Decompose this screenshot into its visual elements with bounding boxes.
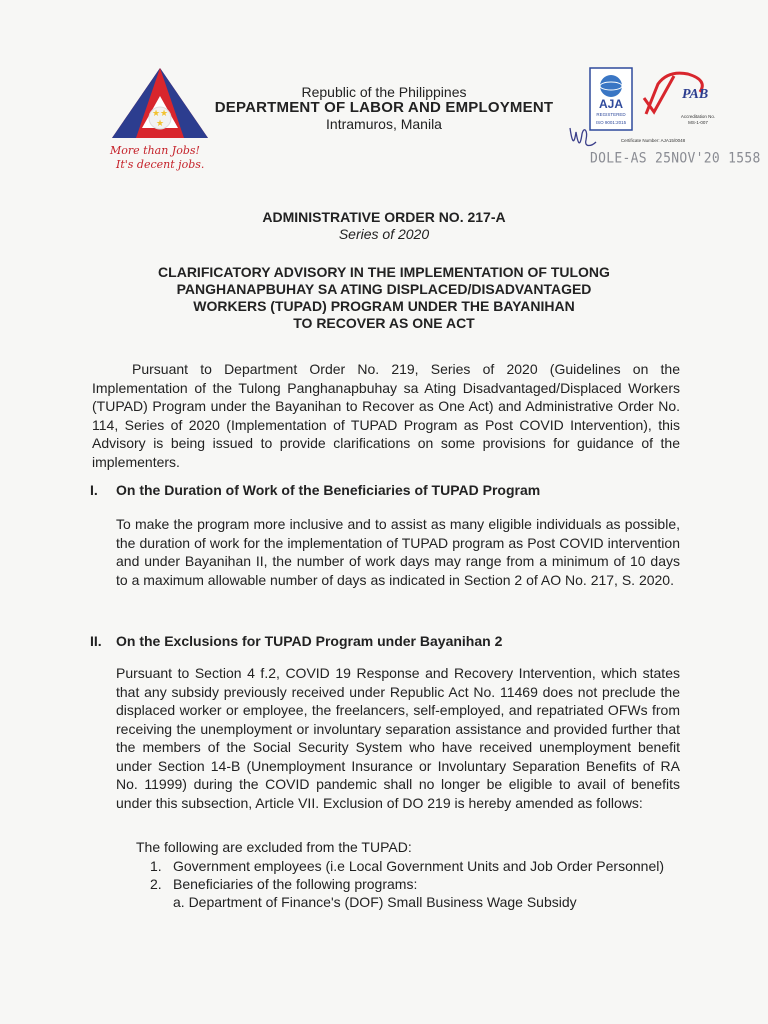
advisory-title <box>0 264 768 332</box>
list-item-text: Beneficiaries of the following programs: <box>173 876 418 892</box>
svg-text:★: ★ <box>152 108 161 118</box>
section-1-body: To make the program more inclusive and to assist as many eligible individuals as possible, the duration of work for the implementation of TUPAD program as Post COVID intervention and under Bayanihan II, the number of work days may range from a minimum of 10 days to a maximum allowable number of days as indicated in Section 2 of AO No. 217, S. 2020. <box>116 516 680 588</box>
slogan-line2: It's decent jobs. <box>116 158 205 171</box>
advisory-title-line: PANGHANAPBUHAY SA ATING DISPLACED/DISADVANTAGED <box>176 281 592 297</box>
certification-badges <box>588 66 718 146</box>
department-location: Intramuros, Manila <box>326 116 442 132</box>
exclusion-list <box>150 857 690 911</box>
receiving-stamp: DOLE-AS 25NOV'20 1558 <box>590 150 761 167</box>
intro-paragraph: Pursuant to Department Order No. 219, Series of 2020 (Guidelines on the Implementation of the Tulong Panghanapbuhay sa Ating Disadvantaged/Displaced Workers (TUPAD) Program under the Bayanihan to Recover as One Act) and Administrative Order No. 114, Series of 2020 (Implementation of TUPAD Program as Post COVID Intervention), this Advisory is being issued to provide clarifications on some provisions for guidance of the implementers. <box>92 361 680 470</box>
aja-sub: REGISTERED <box>596 112 626 117</box>
section-1-title: On the Duration of Work of the Beneficiaries of TUPAD Program <box>116 482 541 498</box>
section-2-heading <box>90 633 502 649</box>
advisory-title-line: WORKERS (TUPAD) PROGRAM UNDER THE BAYANIHAN <box>193 298 575 314</box>
section-1-numeral: I. <box>90 482 98 498</box>
advisory-title-line: TO RECOVER AS ONE ACT <box>293 315 475 331</box>
section-2-body: Pursuant to Section 4 f.2, COVID 19 Response and Recovery Intervention, which states that any subsidy previously received under Republic Act No. 11469 does not preclude the displaced worker or employee, the freelancers, self-employed, and repatriated OFWs from receiving the unemployment or involuntary separation assistance and provided further that the members of the Social Security System who have received unemployment benefit under Section 14-B (Unemployment Insurance or Involuntary Separation Benefits of RA No. 11999) during the COVID pandemic shall no longer be eligible to avail of benefits under this subsection, Article VII. Exclusion of DO 219 is hereby amended as follows: <box>116 665 680 811</box>
aja-standard: ISO 9001:2015 <box>595 120 627 125</box>
department-name: DEPARTMENT OF LABOR AND EMPLOYMENT <box>214 99 554 116</box>
list-item <box>150 857 690 875</box>
handwritten-initials <box>566 122 600 154</box>
country-name: Republic of the Philippines <box>301 84 467 100</box>
exclusion-list-intro: The following are excluded from the TUPAD: <box>136 839 412 855</box>
order-series: Series of 2020 <box>338 226 430 242</box>
section-1-heading <box>90 482 540 498</box>
section-2-numeral: II. <box>90 633 102 649</box>
list-item-number: 2. <box>150 876 162 892</box>
svg-text:★: ★ <box>156 118 165 128</box>
certificate-number: Certificate Number: AJA15/0048 <box>620 138 686 143</box>
aja-label: AJA <box>598 97 624 111</box>
pab-label: PAB <box>682 87 709 102</box>
list-sub-item: a. Department of Finance's (DOF) Small Business Wage Subsidy <box>173 894 577 910</box>
list-item-text: Government employees (i.e Local Government Units and Job Order Personnel) <box>173 858 665 874</box>
slogan-line1: More than Jobs! <box>110 144 200 157</box>
advisory-title-line: CLARIFICATORY ADVISORY IN THE IMPLEMENTATION OF TULONG <box>158 264 610 280</box>
accreditation-label: Accreditation No. <box>680 114 716 119</box>
section-2-title: On the Exclusions for TUPAD Program under Bayanihan 2 <box>116 633 503 649</box>
order-number: ADMINISTRATIVE ORDER NO. 217-A <box>262 209 506 225</box>
accreditation-number: MS-1-007 <box>688 120 708 125</box>
list-item <box>150 875 690 893</box>
svg-text:★: ★ <box>160 108 169 118</box>
list-item-number: 1. <box>150 858 162 874</box>
